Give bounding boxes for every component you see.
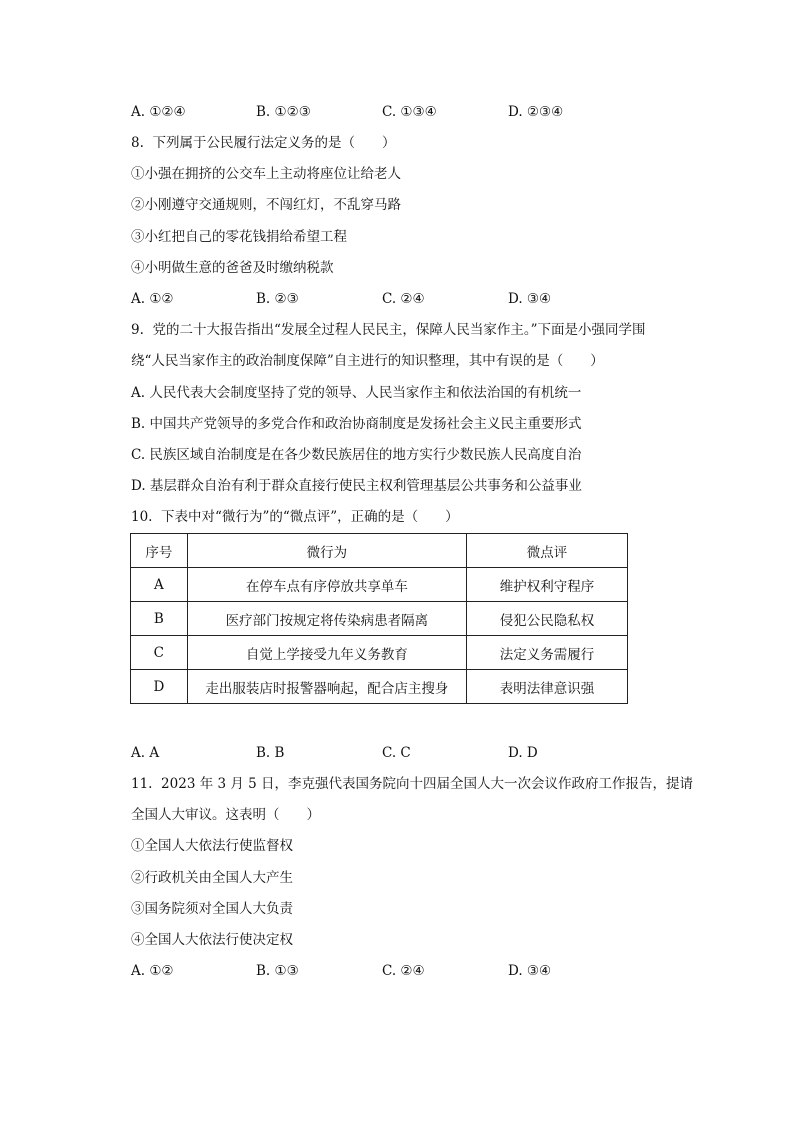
table-cell: 维护权利守程序 [466,568,627,602]
table-cell: A [131,568,188,602]
table-header: 微点评 [466,534,627,568]
q9-option-b: B. 中国共产党领导的多党合作和政治协商制度是发扬社会主义民主重要形式 [131,416,582,432]
table-cell: 走出服装店时报警器响起，配合店主搜身 [187,670,466,704]
table-header: 序号 [131,534,188,568]
option-c: C. C [382,745,411,761]
q9-option-a: A. 人民代表大会制度坚持了党的领导、人民当家作主和依法治国的有机统一 [131,385,582,401]
q11-options [131,961,691,981]
table-row [131,568,628,602]
table-cell: C [131,636,188,670]
q8-item: ②小刚遵守交通规则，不闯红灯，不乱穿马路 [131,197,401,213]
q10-stem: 10. 下表中对“微行为”的“微点评”，正确的是（ ） [131,509,459,525]
option-b: B. B [256,745,285,761]
table-cell: 法定义务需履行 [466,636,627,670]
q11-item: ①全国人大依法行使监督权 [131,838,293,854]
q9-option-d: D. 基层群众自治有利于群众直接行使民主权利管理基层公共事务和公益事业 [131,478,582,494]
table-header-row [131,534,628,568]
q8-item: ④小明做生意的爸爸及时缴纳税款 [131,260,334,276]
option-d: D. ③④ [508,963,552,979]
option-d: D. ③④ [508,291,552,307]
q11-item: ③国务院须对全国人大负责 [131,901,293,917]
option-b: B. ①②③ [256,104,311,120]
table-cell: B [131,602,188,636]
q10-options [131,743,691,763]
q9-option-c: C. 民族区域自治制度是在各少数民族居住的地方实行少数民族人民高度自治 [131,447,582,463]
table-header: 微行为 [187,534,466,568]
q11-stem-line2: 全国人大审议。这表明（ ） [131,807,320,823]
q9-stem-line1: 9. 党的二十大报告指出“发展全过程人民民主，保障人民当家作主。”下面是小强同学围 [131,322,646,338]
table-cell: 医疗部门按规定将传染病患者隔离 [187,602,466,636]
option-c: C. ②④ [382,963,425,979]
q8-options [131,289,691,309]
table-row [131,670,628,704]
option-c: C. ①③④ [382,104,437,120]
table-cell: 表明法律意识强 [466,670,627,704]
option-d: D. ②③④ [508,104,564,120]
table-row [131,636,628,670]
q7-options [131,102,691,122]
table-cell: 自觉上学接受九年义务教育 [187,636,466,670]
table-cell: 侵犯公民隐私权 [466,602,627,636]
q11-stem-line1: 11. 2023 年 3 月 5 日，李克强代表国务院向十四届全国人大一次会议作政府工作报告，提请 [131,776,694,792]
table-cell: 在停车点有序停放共享单车 [187,568,466,602]
option-a: A. ①②④ [131,104,186,120]
option-c: C. ②④ [382,291,425,307]
q8-item: ③小红把自己的零花钱捐给希望工程 [131,229,347,245]
table-row [131,602,628,636]
option-a: A. A [131,745,160,761]
q8-stem: 8. 下列属于公民履行法定义务的是（ ） [131,135,396,151]
q10-table [130,533,628,704]
option-a: A. ①② [131,291,174,307]
option-d: D. D [508,745,538,761]
q11-item: ②行政机关由全国人大产生 [131,870,293,886]
q9-stem-line2: 绕“人民当家作主的政治制度保障”自主进行的知识整理，其中有误的是（ ） [131,353,604,369]
table-cell: D [131,670,188,704]
option-b: B. ②③ [256,291,299,307]
option-a: A. ①② [131,963,174,979]
q11-item: ④全国人大依法行使决定权 [131,932,293,948]
option-b: B. ①③ [256,963,299,979]
q8-item: ①小强在拥挤的公交车上主动将座位让给老人 [131,166,401,182]
